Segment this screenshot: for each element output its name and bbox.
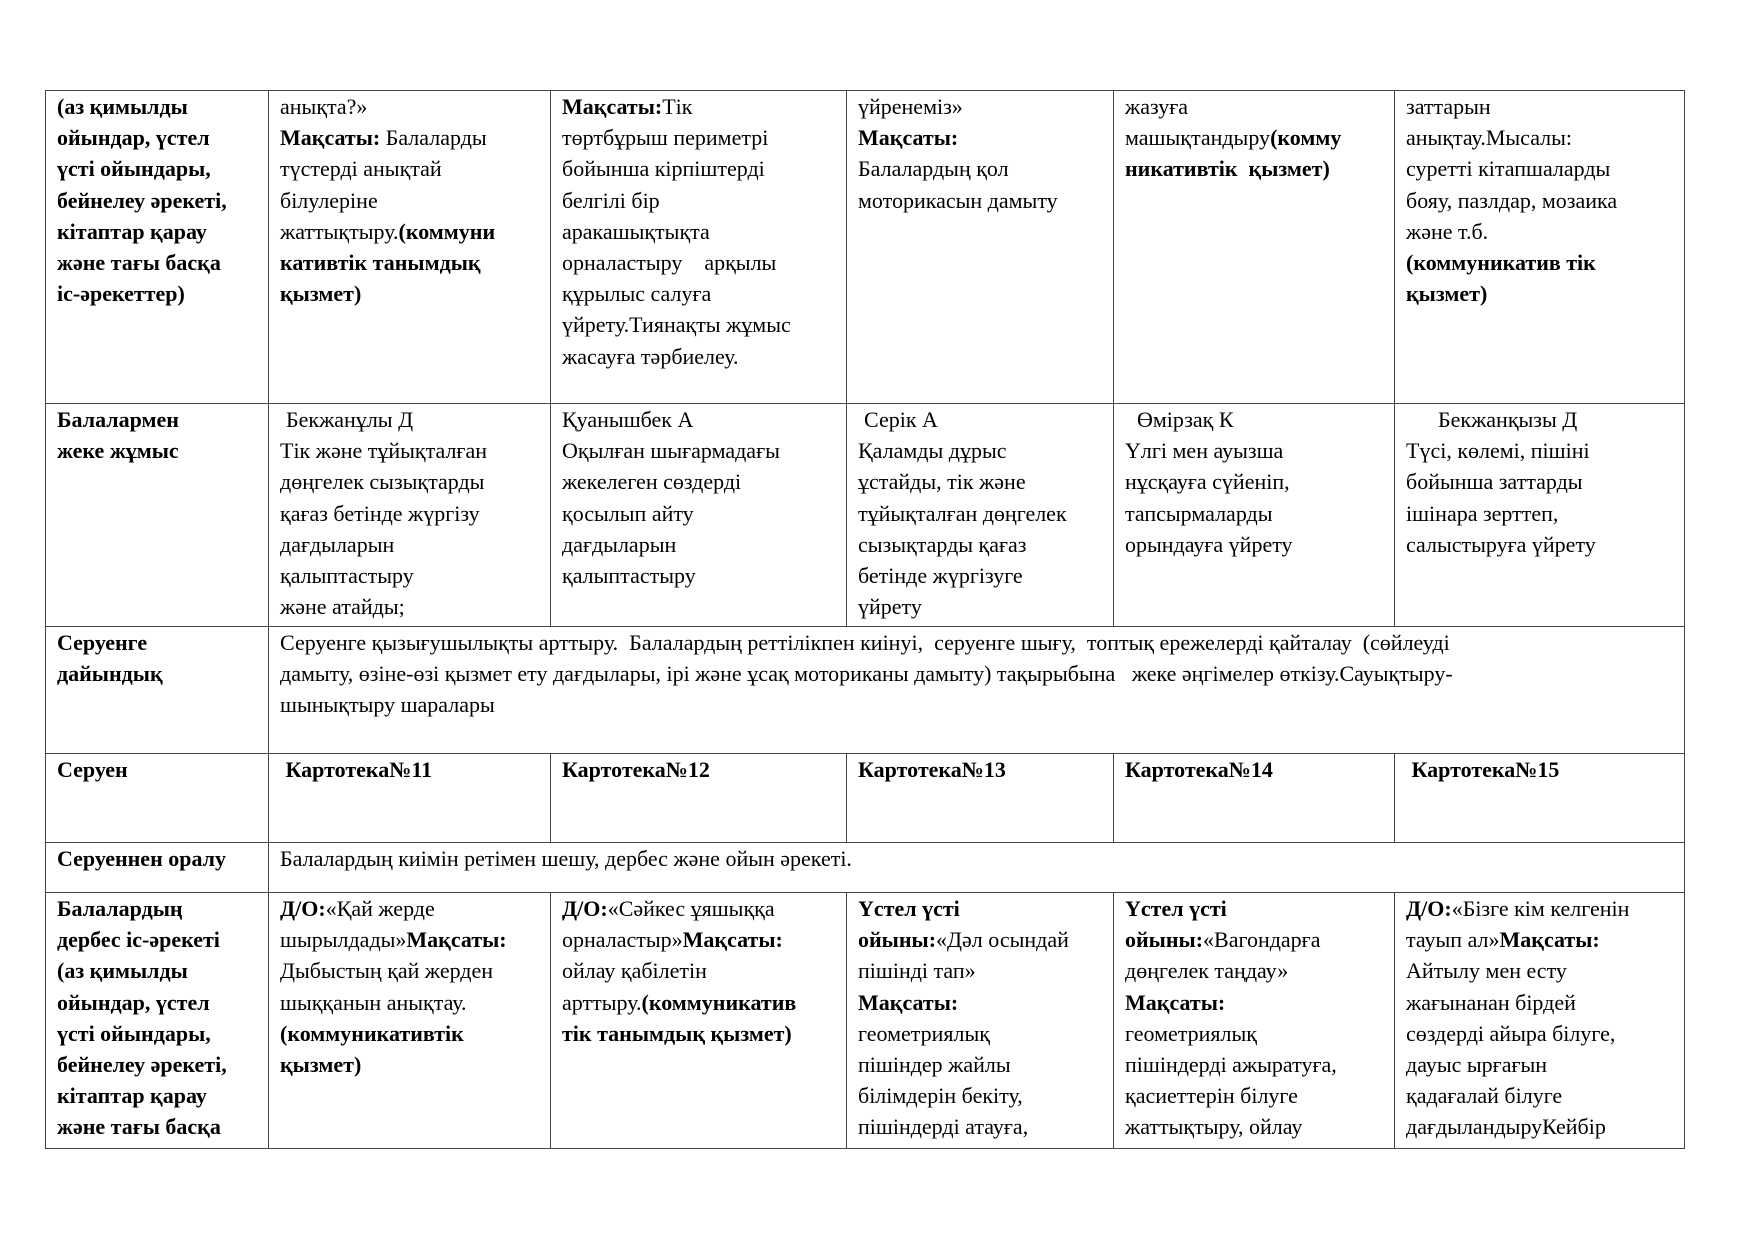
table-row-return [46,843,1685,893]
goal-label: Мақсаты: [858,125,959,151]
cell-individual-mon: Бекжанұлы Д Тік және тұйықталған дөңгелек сызықтарды қағаз бетінде жүргізу дағдыларын қалыптастыру және атайды; [269,404,551,627]
cell-activity-bottom-thu: Үстел үсті ойыны:«Вагондарға дөңгелек таңдау» Мақсаты: геометриялық пішіндерді ажыратуға, қасиеттерін білуге жаттықтыру, ойлау [1114,893,1395,1149]
walk-card-mon: Картотека№11 [269,754,551,843]
row-label-walk-prep: Серуенге дайындық [46,627,269,754]
cell-individual-tue: Қуанышбек А Оқылған шығармадағы жекелеген сөздерді қосылып айту дағдыларын қалыптастыру [551,404,847,627]
row-label-activity-bottom: Балалардың дербес іс-әрекеті (аз қимылды ойындар, үстел үсті ойындары, бейнелеу әрекеті, кітаптар қарау және тағы басқа [46,893,269,1149]
walk-card-fri: Картотека№15 [1395,754,1685,843]
goal-label: Мақсаты: [858,989,959,1015]
cell-activity-top-tue: Мақсаты:Тік төртбұрыш периметрі бойынша кірпіштерді белгілі бір аракашықтықта орналастыру арқылы құрылыс салуға үйрету.Тиянақты жұмыс жасауға тәрбиелеу. [551,91,847,404]
child-name: Бекжанұлы Д [286,407,414,432]
goal-label: Мақсаты: [406,927,507,953]
cell-activity-bottom-fri: Д/О:«Бізге кім келгенін тауып ал»Мақсаты: Айтылу мен есту жағынанан бірдей сөздерді айыра білуге, дауыс ырғағын қадағалай білуге дағдыландыруКейбір [1395,893,1685,1149]
walk-card-wed: Картотека№13 [847,754,1114,843]
cell-individual-thu: Өмірзақ К Үлгі мен ауызша нұсқауға сүйеніп, тапсырмаларды орындауға үйрету [1114,404,1395,627]
child-name: Өмірзақ К [1137,407,1234,432]
goal-label: Мақсаты: [682,927,783,953]
table-row-activity-bottom [46,893,1685,1149]
goal-label: Мақсаты: [1125,989,1226,1015]
table-row-individual-work [46,404,1685,627]
cell-individual-wed: Серік А Қаламды дұрыс ұстайды, тік және тұйықталған дөңгелек сызықтарды қағаз бетінде жүргізуге үйрету [847,404,1114,627]
cell-individual-fri: Бекжанқызы Д Түсі, көлемі, пішіні бойынша заттарды ішінара зерттеп, салыстыруға үйрету [1395,404,1685,627]
cell-walk-prep: Серуенге қызығушылықты арттыру. Балалардың реттілікпен киінуі, серуенге шығу, топтық ережелерді қайталау (сөйлеуді дамыту, өзіне-өзі қызмет ету дағдылары, ірі және ұсақ моториканы дамыту) тақырыбына жеке әңгімелер өткізу.Сауықтыру- шынықтыру шаралары [269,627,1685,754]
cell-activity-top-thu: жазуға машықтандыру(комму никативтік қызмет) [1114,91,1395,404]
row-label-return: Серуеннен оралу [46,843,269,893]
cell-activity-bottom-tue: Д/О:«Сәйкес ұяшыққа орналастыр»Мақсаты: ойлау қабілетін арттыру.(коммуникатив тік танымдық қызмет) [551,893,847,1149]
child-name: Серік А [864,407,938,432]
goal-label: Мақсаты: [1499,927,1600,953]
cell-activity-top-fri: заттарын анықтау.Мысалы: суретті кітапшаларды бояу, пазлдар, мозаика және т.б. (коммуникатив тік қызмет) [1395,91,1685,404]
row-label-walk: Серуен [46,754,269,843]
table-row-walk [46,754,1685,843]
cell-activity-bottom-wed: Үстел үсті ойыны:«Дәл осындай пішінді тап» Мақсаты: геометриялық пішіндер жайлы білімдерін бекіту, пішіндерді атауға, [847,893,1114,1149]
row-label-activity-top: (аз қимылды ойындар, үстел үсті ойындары, бейнелеу әрекеті, кітаптар қарау және тағы басқа іс-әрекеттер) [46,91,269,404]
table-row-walk-prep [46,627,1685,754]
walk-card-tue: Картотека№12 [551,754,847,843]
child-name: Бекжанқызы Д [1438,407,1578,432]
walk-card-thu: Картотека№14 [1114,754,1395,843]
cell-return: Балалардың киімін ретімен шешу, дербес және ойын әрекеті. [269,843,1685,893]
row-label-individual-work: Балалармен жеке жұмыс [46,404,269,627]
table-row-activity-top [46,91,1685,404]
goal-label: Мақсаты: [562,94,663,119]
child-name: Қуанышбек А [562,407,694,432]
goal-label: Мақсаты: [280,125,381,151]
daily-plan-table [45,90,1685,1149]
cell-activity-top-mon: анықта?» Мақсаты: Балаларды түстерді анықтай білулеріне жаттықтыру.(коммуни кативтік танымдық қызмет) [269,91,551,404]
cell-activity-bottom-mon: Д/О:«Қай жерде шырылдады»Мақсаты: Дыбыстың қай жерден шыққанын анықтау. (коммуникативтік қызмет) [269,893,551,1149]
cell-activity-top-wed: үйренеміз» Мақсаты: Балалардың қол моторикасын дамыту [847,91,1114,404]
